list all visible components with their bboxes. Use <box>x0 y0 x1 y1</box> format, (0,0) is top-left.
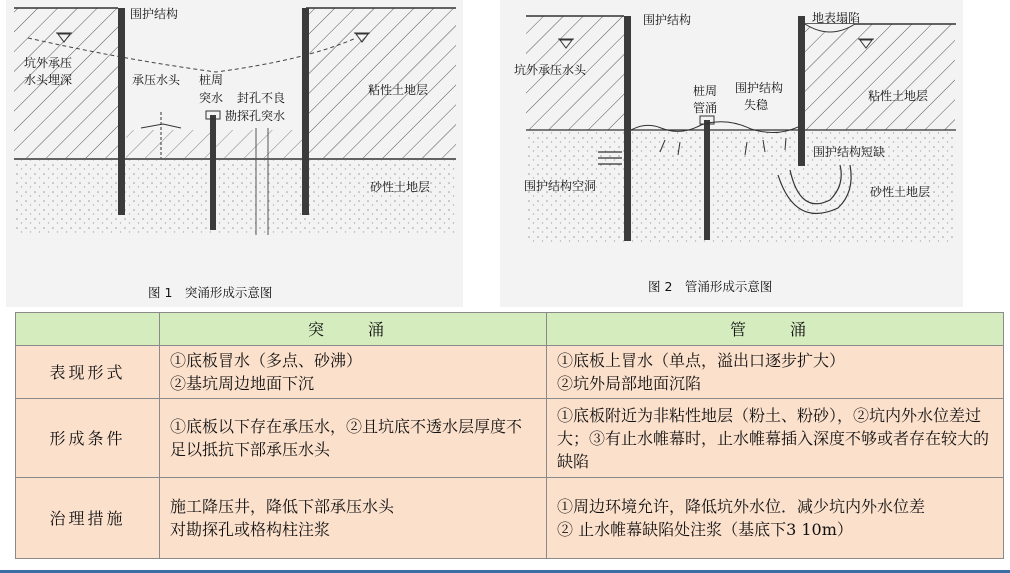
pile <box>210 115 216 230</box>
svg-text:水头埋深: 水头埋深 <box>24 73 73 87</box>
retaining-wall-right <box>302 8 309 215</box>
svg-text:围护结构短缺: 围护结构短缺 <box>813 145 886 159</box>
row-label: 表现形式 <box>16 346 160 399</box>
row-label: 形成条件 <box>16 399 160 478</box>
cell-piping: ①底板上冒水（单点，溢出口逐步扩大） ②坑外局部地面沉陷 <box>547 346 1004 399</box>
figure-1-boil-diagram <box>6 0 463 307</box>
header-boil: 突 涌 <box>160 313 547 346</box>
sand-layer <box>14 160 456 235</box>
svg-text:围护结构: 围护结构 <box>643 13 692 27</box>
header-empty <box>16 313 160 346</box>
pile <box>704 120 710 240</box>
svg-text:勘探孔突水: 勘探孔突水 <box>225 109 286 123</box>
svg-text:地表塌陷: 地表塌陷 <box>812 11 861 25</box>
svg-text:粘性土地层: 粘性土地层 <box>368 83 429 97</box>
table-row <box>16 346 1004 399</box>
svg-text:砂性土地层: 砂性土地层 <box>370 180 431 194</box>
svg-text:突水: 突水 <box>199 91 224 105</box>
svg-text:封孔不良: 封孔不良 <box>237 91 286 105</box>
svg-text:围护结构: 围护结构 <box>735 81 784 95</box>
cell-boil: ①底板冒水（多点、砂沸） ②基坑周边地面下沉 <box>160 346 547 399</box>
retaining-wall-left <box>118 8 125 215</box>
retaining-wall-left <box>624 16 631 241</box>
table-row <box>16 399 1004 478</box>
svg-text:坑外承压: 坑外承压 <box>24 56 73 70</box>
cell-boil: 施工降压井，降低下部承压水头 对勘探孔或格构柱注浆 <box>160 478 547 559</box>
svg-text:桩周: 桩周 <box>199 73 224 87</box>
clay-layer-right <box>805 24 955 130</box>
cell-piping: ①底板附近为非粘性地层（粉土、粉砂），②坑内外水位差过大；③有止水帷幕时，止水帷幕插入深度不够或者存在较大的缺陷 <box>547 399 1004 478</box>
svg-text:失稳: 失稳 <box>744 98 769 112</box>
cell-boil: ①底板以下存在承压水，②且坑底不透水层厚度不足以抵抗下部承压水头 <box>160 399 547 478</box>
table-row <box>16 478 1004 559</box>
label-retaining: 围护结构 <box>130 7 179 21</box>
header-piping: 管 涌 <box>547 313 1004 346</box>
svg-text:坑外承压水头: 坑外承压水头 <box>514 63 587 77</box>
svg-text:桩周: 桩周 <box>693 84 718 98</box>
svg-text:承压水头: 承压水头 <box>132 73 181 87</box>
table-header-row <box>16 313 1004 346</box>
comparison-table <box>15 312 1004 559</box>
figure-2-caption: 图 2 管涌形成示意图 <box>648 279 773 294</box>
svg-text:砂性土地层: 砂性土地层 <box>870 185 931 199</box>
svg-text:管涌: 管涌 <box>693 101 718 115</box>
retaining-wall-right <box>798 16 805 166</box>
svg-text:粘性土地层: 粘性土地层 <box>868 89 929 103</box>
svg-text:围护结构空洞: 围护结构空洞 <box>524 179 597 193</box>
cell-piping: ①周边环境允许，降低坑外水位．减少坑内外水位差 ② 止水帷幕缺陷处注浆（基底下3 10m） <box>547 478 1004 559</box>
figure-2-piping-diagram <box>500 0 963 307</box>
row-label: 治理措施 <box>16 478 160 559</box>
figure-1-caption: 图 1 突涌形成示意图 <box>148 285 273 300</box>
